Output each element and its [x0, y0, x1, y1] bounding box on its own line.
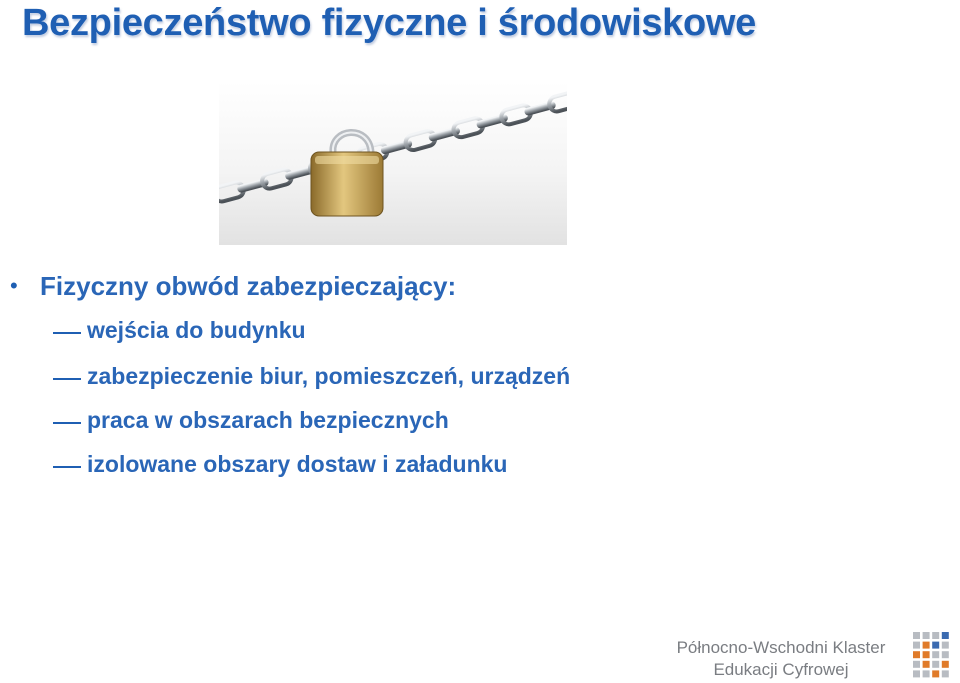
footer-organization [666, 637, 896, 681]
logo-dot [923, 642, 930, 649]
dot-grid-logo-icon [909, 632, 957, 680]
logo-dot [932, 651, 939, 658]
logo-dot [932, 661, 939, 668]
logo-dot [913, 642, 920, 649]
logo-dot [942, 642, 949, 649]
logo-dot [923, 661, 930, 668]
list-item-text: wejścia do budynku [87, 317, 306, 343]
dash-marker [53, 378, 81, 380]
chain-padlock-icon [219, 82, 567, 245]
dash-marker [53, 332, 81, 334]
logo-dot [923, 651, 930, 658]
logo-dot [942, 651, 949, 658]
footer-line-1: Północno-Wschodni Klaster [676, 638, 886, 657]
logo-dot [913, 651, 920, 658]
list-item-text: zabezpieczenie biur, pomieszczeń, urządzeń [87, 363, 571, 389]
main-point: Fizyczny obwód zabezpieczający: [40, 271, 457, 301]
list-item [45, 446, 745, 482]
logo-dot [942, 670, 949, 677]
logo-dot [913, 632, 920, 639]
logo-dot [923, 670, 930, 677]
dash-marker [53, 422, 81, 424]
list-item [45, 358, 745, 394]
list-item-text: izolowane obszary dostaw i załadunku [87, 451, 508, 477]
logo-dot [942, 632, 949, 639]
logo-dot [913, 670, 920, 677]
logo-dot [913, 661, 920, 668]
footer-line-2: Edukacji Cyfrowej [713, 660, 849, 679]
dash-marker [53, 466, 81, 468]
bullet-marker: • [10, 273, 18, 298]
logo-dot [932, 632, 939, 639]
list-item [45, 312, 745, 348]
list-item [45, 402, 745, 438]
logo-dot [932, 670, 939, 677]
logo-dot [942, 661, 949, 668]
list-item-text: praca w obszarach bezpiecznych [87, 407, 449, 433]
logo-dot [932, 642, 939, 649]
slide-title: Bezpieczeństwo fizyczne i środowiskowe [22, 2, 757, 44]
logo-dot [923, 632, 930, 639]
